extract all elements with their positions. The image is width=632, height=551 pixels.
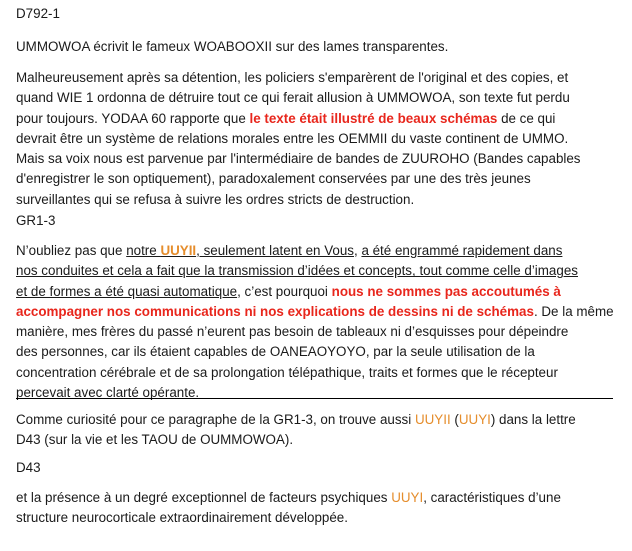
paragraph-ummowoa-intro: UMMOWOA écrivit le fameux WOABOOXII sur des lames transparentes. bbox=[16, 39, 449, 54]
text-span: , caractéristiques d’une bbox=[423, 490, 561, 505]
underlined-line: nos conduites et cela a fait que la transmission d’idées et concepts, tout comme celle d’images bbox=[16, 263, 578, 279]
emphasis-red-text: accompagner nos communications ni nos explications de dessins ni de schémas bbox=[16, 303, 534, 319]
text-span: . De la même bbox=[533, 303, 614, 319]
paragraph-detention bbox=[16, 68, 581, 210]
text-line: devrait être un système de relations morales entre les OEMMII du vaste continent de UMMO. bbox=[16, 130, 569, 146]
text-span: ) dans la lettre bbox=[490, 412, 576, 427]
text-line: D43 (sur la vie et les TAOU de OUMMOWOA). bbox=[16, 432, 294, 448]
text-line bbox=[16, 410, 576, 430]
text-line: surveillantes qui se refusa à suivre les ordres stricts de destruction. bbox=[16, 191, 415, 207]
highlight-uuyii: UUYII bbox=[160, 243, 197, 258]
text-line bbox=[16, 302, 614, 322]
text-line: structure neurocorticale extraordinairement développée. bbox=[16, 510, 348, 526]
text-line: quand WIE 1 ordonna de détruire tout ce qui ferait allusion à UMMOWOA, son texte fut perdu bbox=[16, 90, 570, 106]
horizontal-divider bbox=[16, 398, 613, 399]
text-line: manière, mes frères du passé n’eurent pas besoin de tableaux ni d’esquisses pour dépeindre bbox=[16, 324, 569, 340]
text-span: , bbox=[353, 243, 362, 258]
section-heading-d43: D43 bbox=[16, 460, 41, 475]
paragraph-d43-quote bbox=[16, 488, 561, 529]
text-span: notre bbox=[126, 243, 161, 258]
section-heading-d792-1: D792-1 bbox=[16, 6, 60, 21]
highlight-uuyii: UUYII bbox=[414, 412, 451, 427]
text-line: des personnes, car ils étaient capables de OANEAOYOYO, par la seule utilisation de la bbox=[16, 344, 535, 360]
highlight-uuyi: UUYI bbox=[391, 490, 424, 505]
text-span: N’oubliez pas que bbox=[16, 243, 127, 258]
text-span: de ce qui bbox=[497, 110, 556, 126]
text-line bbox=[16, 241, 614, 261]
text-line bbox=[16, 109, 581, 129]
highlight-uuyi: UUYI bbox=[458, 412, 491, 427]
text-line: Mais sa voix nous est parvenue par l'intermédiaire de bandes de ZUUROHO (Bandes capables bbox=[16, 151, 581, 167]
text-line: d'enregistrer le son optiquement), paradoxalement conservées par une des très jeunes bbox=[16, 171, 531, 187]
text-line: percevait avec clarté opérante. bbox=[16, 385, 200, 401]
text-line: Malheureusement après sa détention, les policiers s'emparèrent de l'original et des copies, et bbox=[16, 70, 569, 85]
text-line bbox=[16, 488, 561, 508]
underlined-text: et de formes a été quasi automatique bbox=[16, 283, 238, 299]
underlined-text bbox=[126, 243, 354, 258]
text-span: ( bbox=[450, 412, 459, 427]
text-span: , seulement latent en Vous bbox=[196, 243, 354, 258]
text-span: , c’est pourquoi bbox=[237, 283, 332, 299]
underlined-text: a été engrammé rapidement dans bbox=[361, 243, 563, 258]
text-line bbox=[16, 282, 614, 302]
emphasis-red-text: nous ne sommes pas accoutumés à bbox=[331, 283, 561, 299]
text-span: Comme curiosité pour ce paragraphe de la GR1-3, on trouve aussi bbox=[16, 412, 415, 427]
section-heading-gr1-3: GR1-3 bbox=[16, 213, 56, 228]
text-line: concentration cérébrale et de sa prolongation télépathique, traits et formes que le récepteur bbox=[16, 364, 558, 380]
emphasis-red-text: le texte était illustré de beaux schémas bbox=[249, 110, 498, 126]
text-span: pour toujours. YODAA 60 rapporte que bbox=[16, 110, 250, 126]
text-span: et la présence à un degré exceptionnel de facteurs psychiques bbox=[16, 490, 392, 505]
paragraph-gr1-3-quote bbox=[16, 241, 614, 403]
paragraph-curiosity bbox=[16, 410, 576, 451]
